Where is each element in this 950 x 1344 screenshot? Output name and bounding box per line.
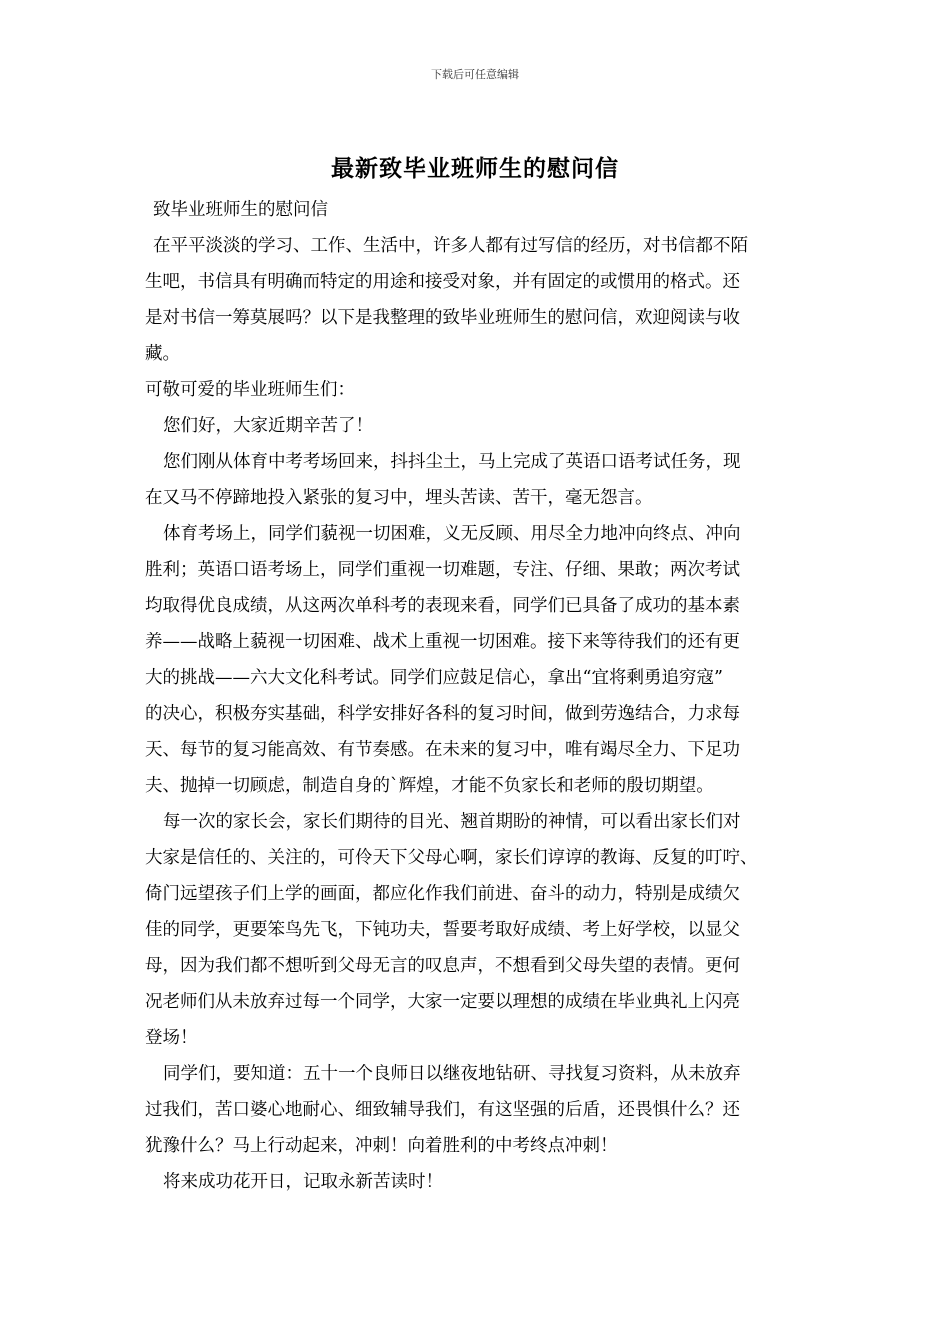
paragraph-line: 犹豫什么？马上行动起来，冲刺！向着胜利的中考终点冲刺！: [145, 1136, 618, 1156]
paragraph-line: 在又马不停蹄地投入紧张的复习中，埋头苦读、苦干，毫无怨言。: [145, 488, 653, 508]
intro-paragraph-line: 是对书信一筹莫展吗？以下是我整理的致毕业班师生的慰问信，欢迎阅读与收: [145, 308, 740, 328]
document-body: [145, 196, 810, 1204]
paragraph-line: 胜利；英语口语考场上，同学们重视一切难题，专注、仔细、果敢；两次考试: [145, 560, 740, 580]
intro-paragraph-line: 藏。: [145, 344, 180, 364]
paragraph-line: 登场！: [145, 1028, 198, 1048]
paragraph-line: 每一次的家长会，家长们期待的目光、翘首期盼的神情，可以看出家长们对: [163, 812, 741, 832]
paragraph-line: 倚门远望孩子们上学的画面，都应化作我们前进、奋斗的动力，特别是成绩欠: [145, 884, 740, 904]
paragraph-line: 您们刚从体育中考考场回来，抖抖尘土，马上完成了英语口语考试任务，现: [163, 452, 741, 472]
paragraph-line: 大的挑战——六大文化科考试。同学们应鼓足信心，拿出“宜将剩勇追穷寇”: [145, 668, 723, 688]
paragraph-line: 同学们，要知道：五十一个良师日以继夜地钻研、寻找复习资料，从未放弃: [163, 1064, 741, 1084]
intro-paragraph-line: 在平平淡淡的学习、工作、生活中，许多人都有过写信的经历，对书信都不陌: [153, 236, 748, 256]
paragraph-line: 过我们，苦口婆心地耐心、细致辅导我们，有这坚强的后盾，还畏惧什么？还: [145, 1100, 740, 1120]
paragraph-line: 母，因为我们都不想听到父母无言的叹息声，不想看到父母失望的表情。更何: [145, 956, 740, 976]
paragraph-line: 大家是信任的、关注的，可伶天下父母心啊，家长们谆谆的教诲、反复的叮咛、: [145, 848, 758, 868]
paragraph-line: 夫、抛掉一切顾虑，制造自身的`辉煌，才能不负家长和老师的殷切期望。: [145, 776, 714, 796]
salutation-line: 可敬可爱的毕业班师生们：: [145, 380, 355, 400]
paragraph-line: 均取得优良成绩，从这两次单科考的表现来看，同学们已具备了成功的基本素: [145, 596, 740, 616]
greeting-line: 您们好，大家近期辛苦了！: [163, 416, 373, 436]
closing-line: 将来成功花开日，记取永新苦读时！: [163, 1172, 443, 1192]
paragraph-line: 养——战略上藐视一切困难、战术上重视一切困难。接下来等待我们的还有更: [145, 632, 740, 652]
paragraph-line: 体育考场上，同学们藐视一切困难，义无反顾、用尽全力地冲向终点、冲向: [163, 524, 741, 544]
paragraph-line: 佳的同学，更要笨鸟先飞，下钝功夫，誓要考取好成绩、考上好学校，以显父: [145, 920, 740, 940]
intro-paragraph-line: 生吧，书信具有明确而特定的用途和接受对象，并有固定的或惯用的格式。还: [145, 272, 740, 292]
paragraph-line: 天、每节的复习能高效、有节奏感。在未来的复习中，唯有竭尽全力、下足功: [145, 740, 740, 760]
header-note: 下载后可任意编辑: [431, 68, 519, 81]
paragraph-line: 的决心，积极夯实基础，科学安排好各科的复习时间，做到劳逸结合，力求每: [145, 704, 740, 724]
subtitle-line: 致毕业班师生的慰问信: [153, 200, 328, 220]
document-title: 最新致毕业班师生的慰问信: [331, 156, 619, 182]
paragraph-line: 况老师们从未放弃过每一个同学，大家一定要以理想的成绩在毕业典礼上闪亮: [145, 992, 740, 1012]
